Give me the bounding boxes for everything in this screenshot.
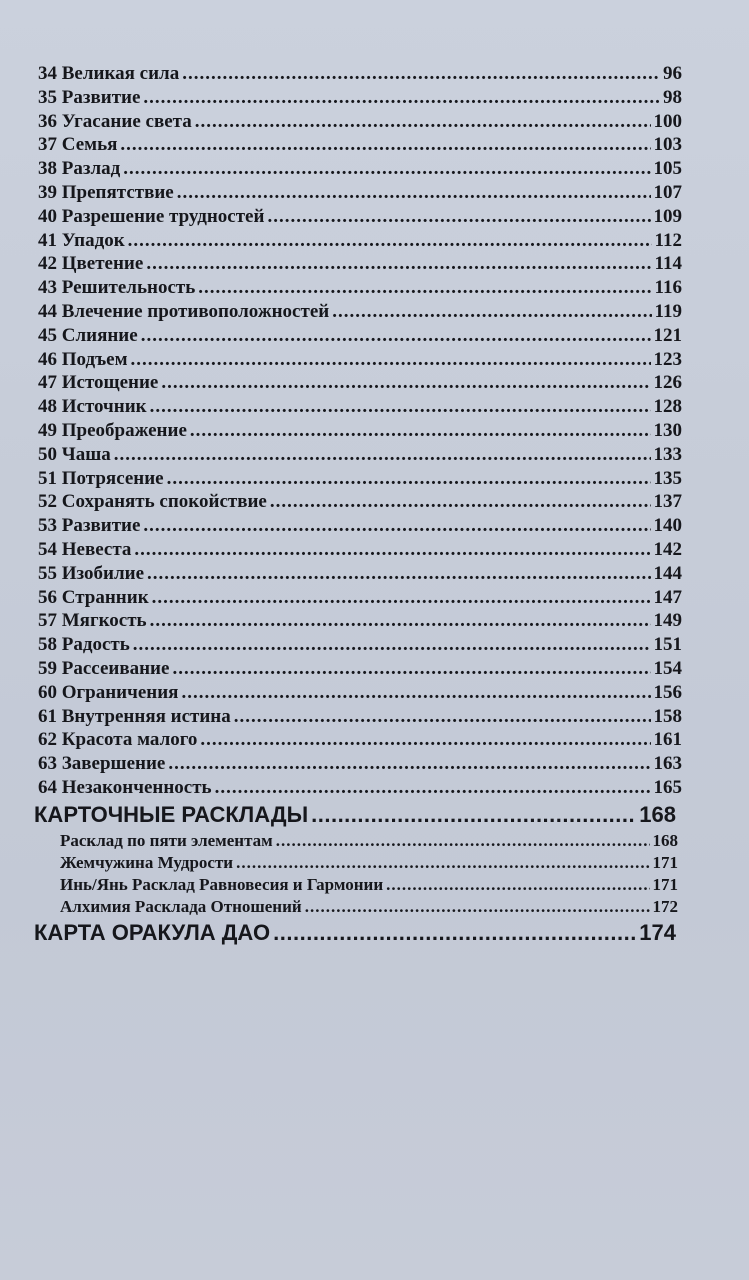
toc-chapter-entry <box>38 490 682 514</box>
entry-page-number: 151 <box>653 634 682 656</box>
entry-title: 62 Красота малого <box>38 729 198 751</box>
dot-leader <box>267 205 650 229</box>
entry-page-number: 105 <box>653 158 682 180</box>
entry-title: 50 Чаша <box>38 443 111 465</box>
toc-spread-entry <box>60 830 678 852</box>
toc-chapter-entry <box>38 467 682 491</box>
entry-page-number: 100 <box>653 110 682 132</box>
toc-chapter-entry <box>38 705 682 729</box>
entry-page-number: 171 <box>652 852 678 872</box>
dot-leader <box>147 562 650 586</box>
entry-page-number: 126 <box>653 372 682 394</box>
section-oracle-map <box>34 918 676 948</box>
entry-title: 56 Странник <box>38 586 149 608</box>
entry-title: 53 Развитие <box>38 515 141 537</box>
entry-title: Инь/Янь Расклад Равновесия и Гармонии <box>60 874 384 894</box>
toc-chapter-entry <box>38 205 682 229</box>
dot-leader <box>150 609 651 633</box>
dot-leader <box>177 181 651 205</box>
toc-spread-entry <box>60 874 678 896</box>
toc-chapter-entry <box>38 276 682 300</box>
toc-chapter-entry <box>38 371 682 395</box>
toc-chapter-entry <box>38 252 682 276</box>
entry-title: 42 Цветение <box>38 253 144 275</box>
dot-leader <box>190 419 651 443</box>
entry-page-number: 158 <box>653 705 682 727</box>
toc-chapter-entry <box>38 110 682 134</box>
section-page-number: 174 <box>639 919 676 945</box>
entry-title: 52 Сохранять спокойствие <box>38 491 267 513</box>
toc-chapter-entry <box>38 181 682 205</box>
entry-title: 45 Слияние <box>38 324 138 346</box>
entry-page-number: 171 <box>652 874 678 894</box>
entry-title: 58 Радость <box>38 634 130 656</box>
dot-leader <box>114 443 651 467</box>
entry-page-number: 156 <box>653 681 682 703</box>
toc-chapter-entry <box>38 728 682 752</box>
entry-page-number: 112 <box>654 229 682 251</box>
entry-title: 63 Завершение <box>38 753 166 775</box>
toc-chapter-entry <box>38 395 682 419</box>
toc-chapter-entry <box>38 62 682 86</box>
entry-title: 41 Упадок <box>38 229 125 251</box>
dot-leader <box>181 681 650 705</box>
dot-leader <box>131 348 651 372</box>
entry-title: 61 Внутренняя истина <box>38 705 231 727</box>
entry-title: Жемчужина Мудрости <box>60 852 234 872</box>
dot-leader <box>146 252 651 276</box>
section-title: КАРТОЧНЫЕ РАСКЛАДЫ <box>34 801 309 827</box>
entry-title: 39 Препятствие <box>38 181 174 203</box>
section-title: КАРТА ОРАКУЛА ДАО <box>34 919 271 945</box>
dot-leader <box>167 467 651 491</box>
dot-leader <box>172 657 650 681</box>
entry-page-number: 103 <box>653 134 682 156</box>
dot-leader <box>152 586 651 610</box>
toc-chapter-entry <box>38 324 682 348</box>
table-of-contents <box>34 62 682 948</box>
toc-chapter-entry <box>38 776 682 800</box>
entry-title: Алхимия Расклада Отношений <box>60 896 302 916</box>
entry-page-number: 140 <box>653 515 682 537</box>
toc-chapter-entry <box>38 419 682 443</box>
section-page-number: 168 <box>639 801 676 827</box>
entry-title: 46 Подъем <box>38 348 128 370</box>
entry-page-number: 119 <box>654 300 682 322</box>
entry-title: 59 Рассеивание <box>38 657 170 679</box>
entry-page-number: 98 <box>663 86 682 108</box>
entry-title: 48 Источник <box>38 396 147 418</box>
entry-page-number: 144 <box>653 562 682 584</box>
dot-leader <box>386 874 649 896</box>
dot-leader <box>141 324 651 348</box>
dot-leader <box>234 705 651 729</box>
toc-chapter-entry <box>38 300 682 324</box>
dot-leader <box>143 86 660 110</box>
entry-title: 37 Семья <box>38 134 118 156</box>
toc-spread-entry <box>60 896 678 918</box>
dot-leader <box>168 752 650 776</box>
dot-leader <box>276 830 650 852</box>
dot-leader <box>128 229 652 253</box>
dot-leader <box>198 276 651 300</box>
entry-page-number: 168 <box>652 830 678 850</box>
entry-title: 35 Развитие <box>38 86 141 108</box>
entry-page-number: 161 <box>653 729 682 751</box>
entry-page-number: 163 <box>653 753 682 775</box>
dot-leader <box>215 776 651 800</box>
entry-page-number: 121 <box>653 324 682 346</box>
toc-chapter-entry <box>38 609 682 633</box>
toc-chapter-entry <box>38 157 682 181</box>
dot-leader <box>311 800 636 830</box>
entry-page-number: 149 <box>653 610 682 632</box>
entry-title: 57 Мягкость <box>38 610 147 632</box>
entry-page-number: 130 <box>653 419 682 441</box>
chapter-list <box>38 62 682 800</box>
entry-page-number: 114 <box>654 253 682 275</box>
entry-title: 38 Разлад <box>38 158 121 180</box>
dot-leader <box>332 300 651 324</box>
entry-page-number: 116 <box>654 277 682 299</box>
entry-page-number: 137 <box>653 491 682 513</box>
entry-page-number: 109 <box>653 205 682 227</box>
entry-title: 40 Разрешение трудностей <box>38 205 265 227</box>
entry-title: 47 Истощение <box>38 372 159 394</box>
toc-chapter-entry <box>38 348 682 372</box>
entry-title: 55 Изобилие <box>38 562 145 584</box>
entry-page-number: 154 <box>653 657 682 679</box>
entry-title: 60 Ограничения <box>38 681 179 703</box>
entry-page-number: 135 <box>653 467 682 489</box>
dot-leader <box>270 490 651 514</box>
entry-page-number: 142 <box>653 538 682 560</box>
entry-page-number: 165 <box>653 776 682 798</box>
toc-chapter-entry <box>38 657 682 681</box>
entry-title: 34 Великая сила <box>38 63 180 84</box>
dot-leader <box>195 110 651 134</box>
entry-title: 64 Незаконченность <box>38 776 212 798</box>
entry-title: 54 Невеста <box>38 538 132 560</box>
dot-leader <box>120 133 650 157</box>
dot-leader <box>200 728 650 752</box>
spread-list <box>38 830 682 918</box>
dot-leader <box>133 633 651 657</box>
dot-leader <box>134 538 650 562</box>
dot-leader <box>143 514 650 538</box>
toc-chapter-entry <box>38 633 682 657</box>
toc-chapter-entry <box>38 752 682 776</box>
toc-chapter-entry <box>38 443 682 467</box>
entry-page-number: 123 <box>653 348 682 370</box>
toc-chapter-entry <box>38 229 682 253</box>
dot-leader <box>123 157 650 181</box>
section-card-spreads <box>34 800 676 830</box>
toc-chapter-entry <box>38 562 682 586</box>
dot-leader <box>161 371 650 395</box>
entry-page-number: 107 <box>653 181 682 203</box>
entry-page-number: 147 <box>653 586 682 608</box>
entry-title: 36 Угасание света <box>38 110 192 132</box>
toc-chapter-entry <box>38 86 682 110</box>
toc-chapter-entry <box>38 681 682 705</box>
dot-leader <box>236 852 649 874</box>
dot-leader <box>305 896 650 918</box>
entry-page-number: 133 <box>653 443 682 465</box>
toc-spread-entry <box>60 852 678 874</box>
entry-title: 51 Потрясение <box>38 467 164 489</box>
entry-title: Расклад по пяти элементам <box>60 830 273 850</box>
entry-page-number: 96 <box>663 63 682 84</box>
dot-leader <box>273 918 636 948</box>
dot-leader <box>150 395 651 419</box>
toc-chapter-entry <box>38 133 682 157</box>
entry-title: 44 Влечение противоположностей <box>38 300 330 322</box>
entry-page-number: 128 <box>653 396 682 418</box>
entry-title: 43 Решительность <box>38 277 196 299</box>
toc-chapter-entry <box>38 586 682 610</box>
toc-chapter-entry <box>38 538 682 562</box>
dot-leader <box>182 62 660 86</box>
toc-chapter-entry <box>38 514 682 538</box>
entry-title: 49 Преображение <box>38 419 187 441</box>
entry-page-number: 172 <box>652 896 678 916</box>
